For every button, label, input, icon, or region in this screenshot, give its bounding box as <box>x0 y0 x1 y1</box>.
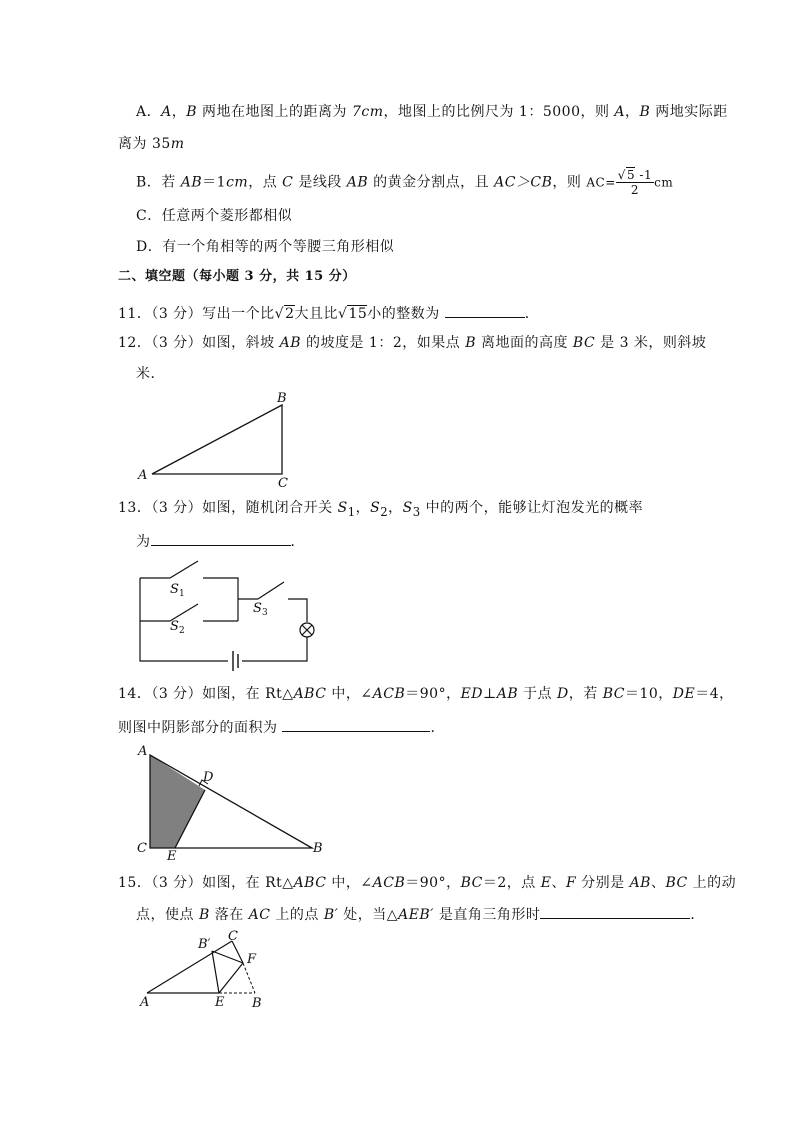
q14-label-a: A <box>138 744 148 759</box>
q14-label-c: C <box>137 841 147 856</box>
q14-label-b: B <box>313 841 323 856</box>
circuit-wire-s3-right <box>288 599 307 622</box>
q15-side-ac <box>147 941 232 993</box>
q12-text-cont: 米． <box>136 366 165 382</box>
q13-text: 13．（3 分）如图，随机闭合开关 $S_1$，$S_2$，$S_3$ 中的两个，能够让灯泡发光的概率 <box>118 500 644 519</box>
q12-slope-triangle <box>152 405 282 474</box>
q10-option-a: A．A，B 两地在地图上的距离为 7cm，地图上的比例尺为 1：5000，则 A，B 两地实际距 <box>136 104 728 120</box>
switch-s3-label: S <box>253 601 262 616</box>
svg-text:2: 2 <box>179 626 185 636</box>
switch-s1-blade <box>170 561 198 578</box>
q12-label-b: B <box>277 391 287 406</box>
q13-circuit-figure <box>130 553 320 668</box>
q15-label-c: C <box>228 929 238 944</box>
q10-option-b: B．若 AB＝1cm，点 C 是线段 AB 的黄金分割点，且 AC＞CB，则 AC= $\frac{√5 -1}{2}$ cm <box>136 168 674 197</box>
q15-segment-ef <box>219 963 243 993</box>
q13-answer-blank[interactable] <box>151 530 291 546</box>
golden-ratio-fraction: $\frac{√5 -1}{2}$ <box>617 168 653 197</box>
switch-s3-blade <box>258 582 284 599</box>
q12-label-c: C <box>278 476 288 491</box>
q11-answer-blank[interactable] <box>445 302 525 318</box>
q14-shaded-region <box>150 755 205 848</box>
q10-option-c: C．任意两个菱形都相似 <box>136 208 293 224</box>
q14-answer-blank[interactable] <box>282 716 430 732</box>
q15-label-e: E <box>215 995 225 1010</box>
q15-label-b: B <box>252 996 262 1011</box>
svg-text:3: 3 <box>262 608 268 618</box>
q14-label-d: D <box>203 770 214 785</box>
switch-s2-label: S <box>170 619 179 634</box>
q15-segment-b-prime-e <box>212 951 219 993</box>
q13-text-cont: 为 ． <box>136 530 305 552</box>
q12-text: 12．（3 分）如图，斜坡 AB 的坡度是 1：2，如果点 B 离地面的高度 BC 是 3 米，则斜坡 <box>118 335 707 351</box>
q15-dashed-fb <box>243 963 255 993</box>
q12-label-a: A <box>138 468 148 483</box>
circuit-wire-bottom <box>242 637 307 661</box>
q14-label-e: E <box>167 849 177 864</box>
q12-slope-figure <box>130 388 310 491</box>
svg-text:1: 1 <box>179 589 185 599</box>
q15-answer-blank[interactable] <box>540 903 690 919</box>
q15-fold-figure <box>135 928 275 1013</box>
q14-text: 14．（3 分）如图，在 Rt△ABC 中，∠ACB＝90°，ED⊥AB 于点 D，若 BC＝10，DE＝4， <box>118 686 734 702</box>
q15-text: 15．（3 分）如图，在 Rt△ABC 中，∠ACB＝90°，BC＝2，点 E、F 分别是 AB、BC 上的动 <box>118 875 737 891</box>
q11-text: 11．（3 分）写出一个比√2大且比√15小的整数为 ． <box>118 302 539 324</box>
section-title: 二、填空题（每小题 3 分，共 15 分） <box>118 269 356 284</box>
q14-triangle-figure <box>135 742 335 864</box>
q15-label-b-prime: B′ <box>198 937 211 952</box>
q10-option-d: D．有一个角相等的两个等腰三角形相似 <box>136 239 395 255</box>
q10-option-a-cont: 离为 35m <box>118 136 185 152</box>
circuit-wire-s1-right <box>203 578 238 621</box>
q15-label-f: F <box>247 952 257 967</box>
q15-text-cont: 点，使点 B 落在 AC 上的点 B′ 处，当△AEB′ 是直角三角形时 ． <box>136 903 705 925</box>
switch-s1-label: S <box>170 582 179 597</box>
q15-label-a: A <box>140 995 150 1010</box>
q14-text-cont: 则图中阴影部分的面积为 ． <box>118 716 445 738</box>
